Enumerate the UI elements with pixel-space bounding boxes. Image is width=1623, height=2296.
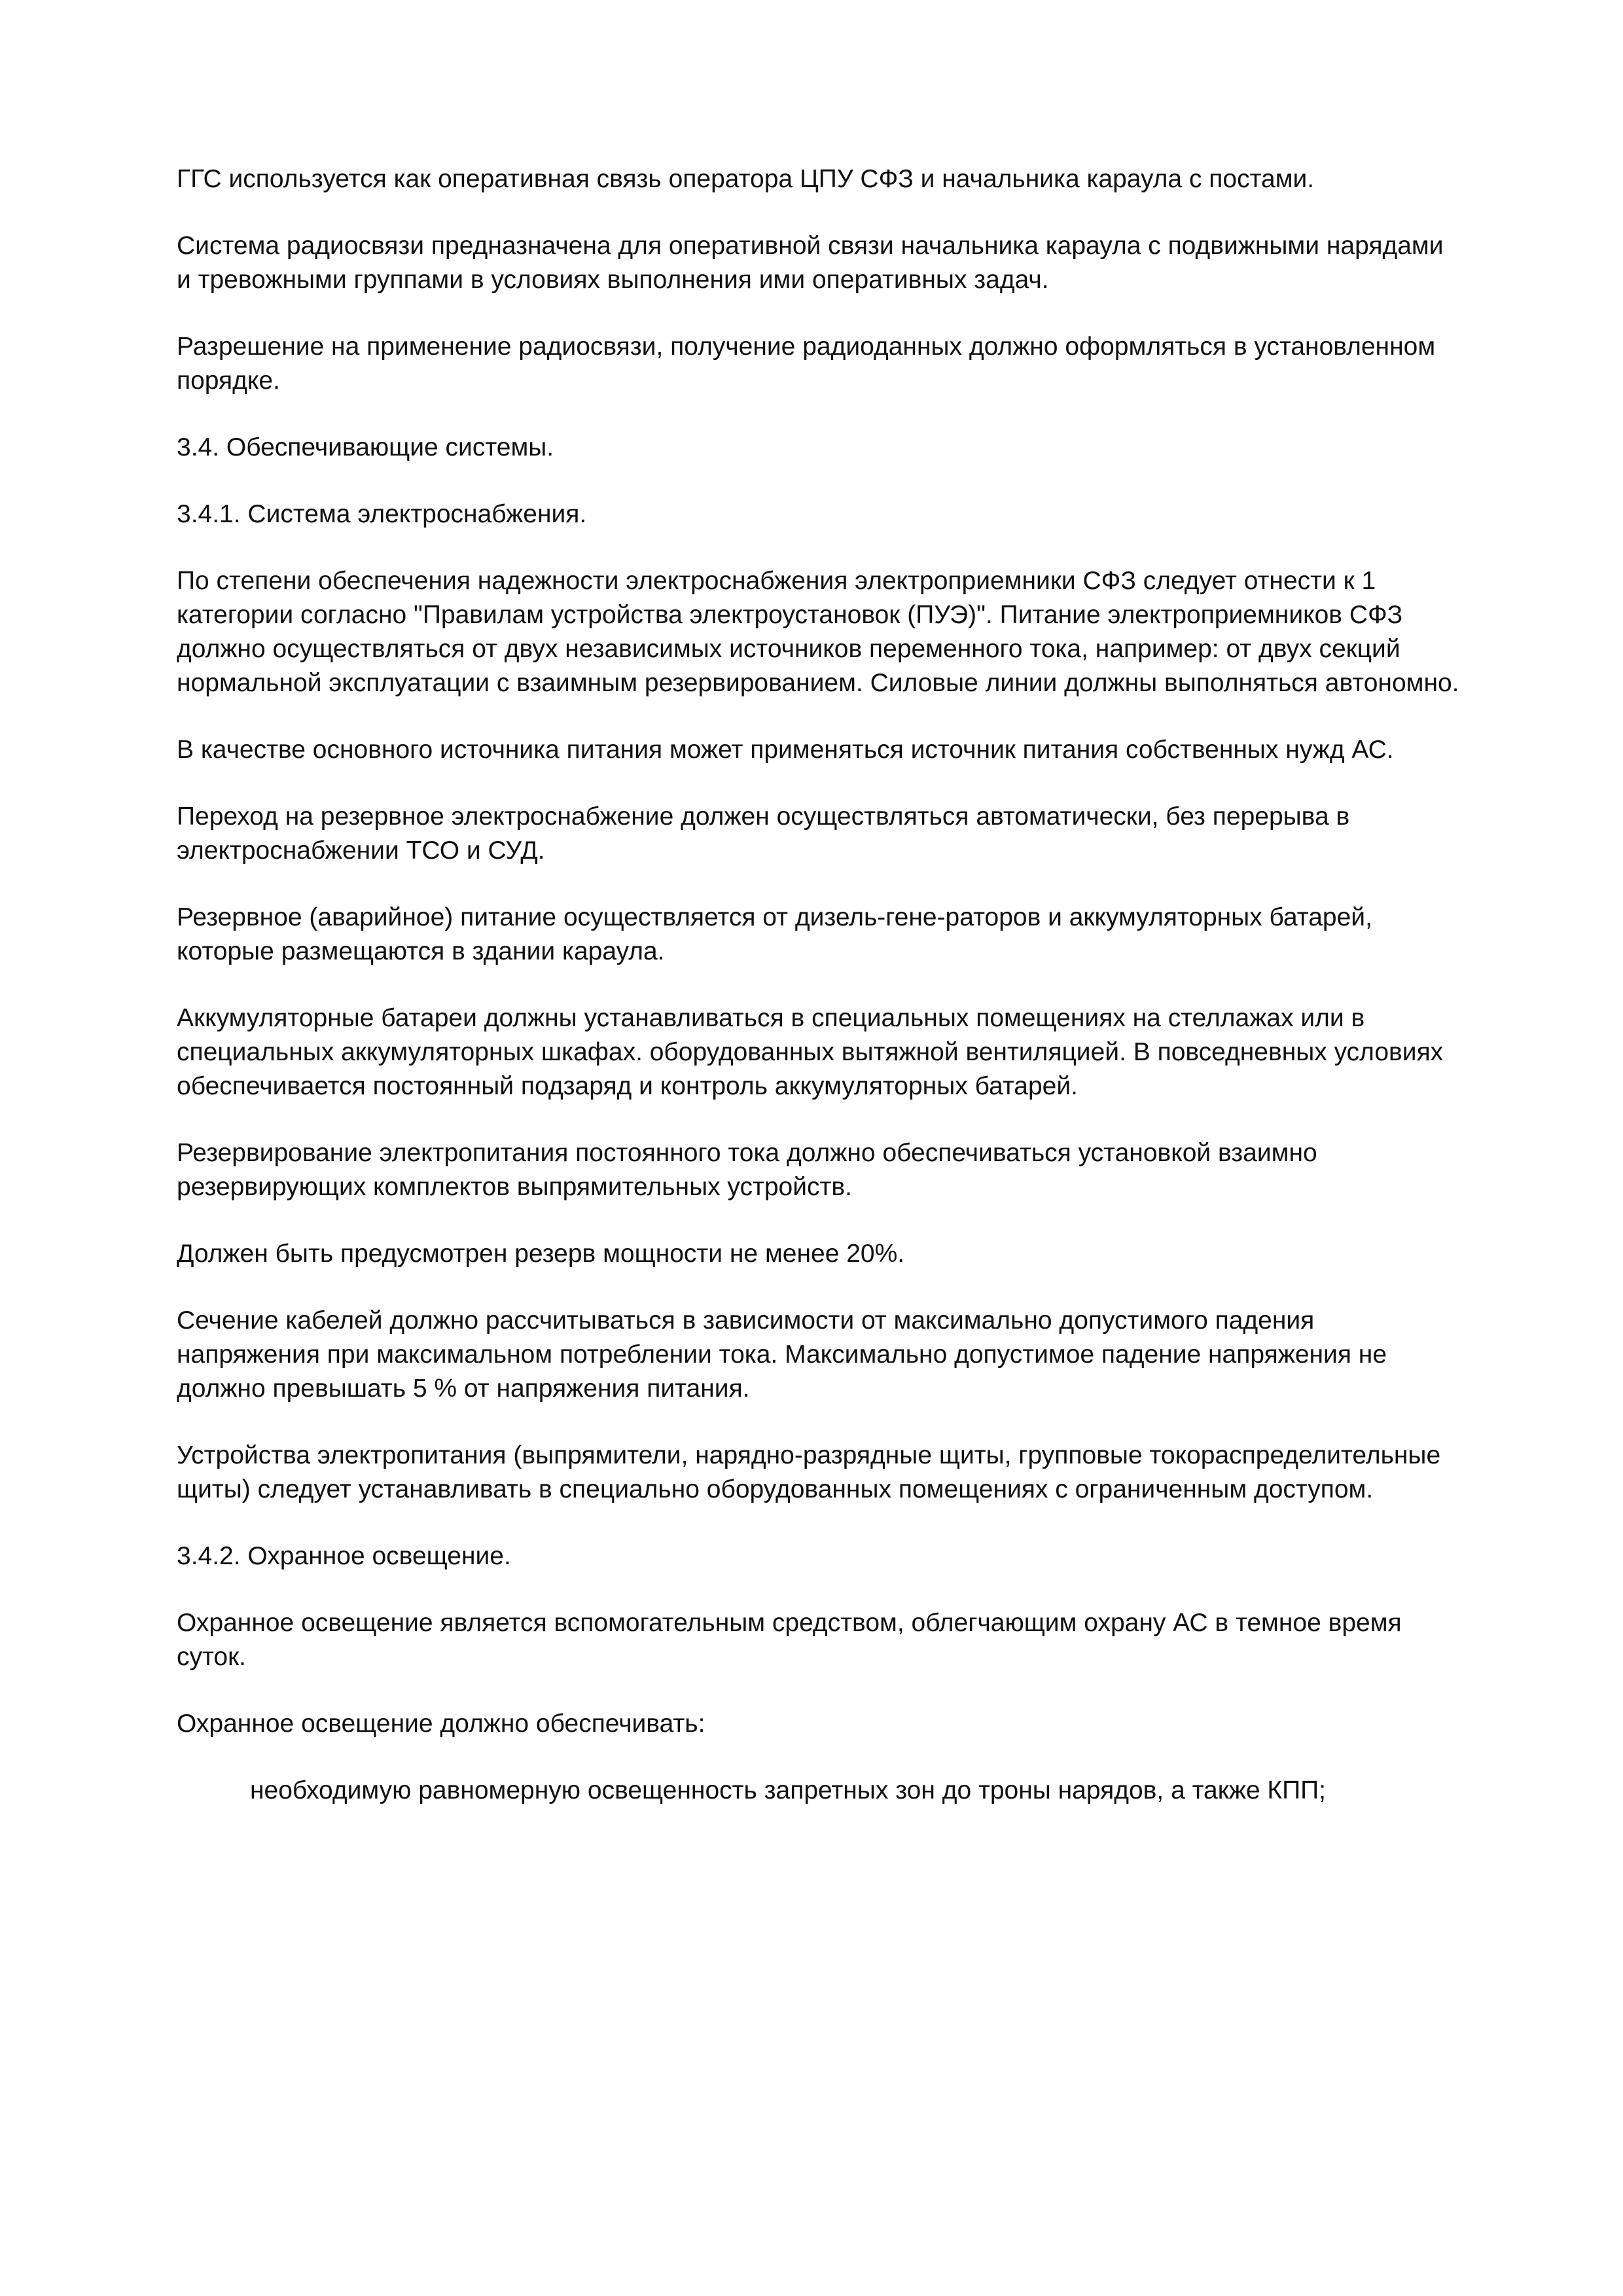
paragraph-ggs: ГГС используется как оперативная связь оператора ЦПУ СФЗ и начальника караула с постами. [177, 165, 1315, 193]
paragraph-cable-section: Сечение кабелей должно рассчитываться в зависимости от максимально допустимого падения напряжения при максимальном потреблении тока. Максимально допустимое падение напряжения не должно превышать 5 % от напряжения питания. [177, 1306, 1387, 1403]
paragraph-power-devices: Устройства электропитания (выпрямители, нарядно-разрядные щиты, групповые токораспределительные щиты) следует устанавливать в специально оборудованных помещениях с ограниченным доступом. [177, 1441, 1441, 1503]
paragraph-power-category: По степени обеспечения надежности электроснабжения электроприемники СФЗ следует отнести к 1 категории согласно "Правилам устройства электроустановок (ПУЭ)". Питание электроприемников СФЗ должно осуществляться от двух независимых источников переменного тока, например: от двух секций нормальной эксплуатации с взаимным резервированием. Силовые линии должны выполняться автономно. [177, 567, 1459, 697]
paragraph-dc-redundancy: Резервирование электропитания постоянного тока должно обеспечиваться установкой взаимно резервирующих комплектов выпрямительных устройств. [177, 1139, 1317, 1201]
paragraph-radio-permit: Разрешение на применение радиосвязи, получение радиоданных должно оформляться в установленном порядке. [177, 332, 1436, 395]
section-heading-3-4-2: 3.4.2. Охранное освещение. [177, 1542, 511, 1570]
section-heading-3-4: 3.4. Обеспечивающие системы. [177, 433, 554, 461]
section-heading-3-4-1: 3.4.1. Система электроснабжения. [177, 500, 587, 528]
list-item-uniform-lighting: необходимую равномерную освещенность запретных зон до троны нарядов, а также КПП; [250, 1776, 1326, 1804]
document-body [177, 162, 1459, 1840]
paragraph-main-source: В качестве основного источника питания может применяться источник питания собственных нужд АС. [177, 736, 1394, 764]
paragraph-batteries: Аккумуляторные батареи должны устанавливаться в специальных помещениях на стеллажах или в специальных аккумуляторных шкафах. оборудованных вытяжной вентиляцией. В повседневных условиях обеспечивается постоянный подзаряд и контроль аккумуляторных батарей. [177, 1004, 1444, 1100]
paragraph-radio-system: Система радиосвязи предназначена для оперативной связи начальника караула с подвижными нарядами и тревожными группами в условиях выполнения ими оперативных задач. [177, 232, 1444, 294]
paragraph-backup-switch: Переход на резервное электроснабжение должен осуществляться автоматически, без перерыва в электроснабжении ТСО и СУД. [177, 802, 1350, 865]
paragraph-power-reserve: Должен быть предусмотрен резерв мощности не менее 20%. [177, 1240, 905, 1268]
paragraph-security-lighting: Охранное освещение является вспомогательным средством, облегчающим охрану АС в темное время суток. [177, 1609, 1402, 1671]
paragraph-lighting-requirements: Охранное освещение должно обеспечивать: [177, 1710, 705, 1738]
paragraph-emergency-power: Резервное (аварийное) питание осуществляется от дизель-гене-раторов и аккумуляторных батарей, которые размещаются в здании караула. [177, 903, 1372, 965]
